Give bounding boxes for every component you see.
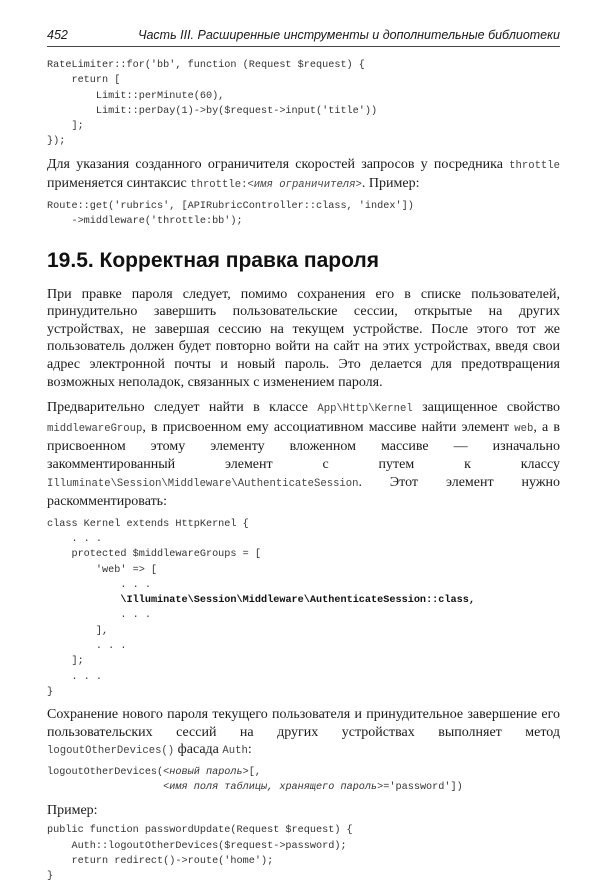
code-line: 'web' => [ <box>47 564 158 576</box>
inline-code: App\Http\Kernel <box>317 403 413 416</box>
code-line: public function passwordUpdate(Request $request) { <box>47 825 353 837</box>
code-line: }); <box>47 136 66 148</box>
code-line: . . . <box>47 641 127 653</box>
paragraph-password-intro: При правке пароля следует, помимо сохранения его в списке пользователей, принудительно завершить пользовательские сессии, открытые на других устройствах, не завершая сессию на текущем устройстве. После этого тот же пользователь должен будет повторно войти на сайт на этих устройствах, введя свои адрес электронной почты и новый пароль. Это делается для предотвращения возможных неполадок, связанных с изменением пароля. <box>47 286 560 390</box>
code-line: return [ <box>47 75 121 87</box>
code-line: protected $middlewareGroups = [ <box>47 549 261 561</box>
inline-code: middlewareGroup <box>47 422 143 435</box>
running-header <box>47 26 560 47</box>
inline-code: throttle <box>509 159 560 172</box>
code-line: . . . <box>47 533 103 545</box>
code-line: ]; <box>47 656 84 668</box>
code-line: RateLimiter::for('bb', function (Request $request) { <box>47 60 365 71</box>
section-heading: 19.5. Корректная правка пароля <box>47 248 379 272</box>
example-label: Пример: <box>47 802 98 818</box>
code-line: ]; <box>47 121 84 133</box>
paragraph-logout: Сохранение нового пароля текущего пользователя и принудительное завершение его пользовательских сессий на других устройствах выполняет метод logoutOtherDevices() фасада Auth: <box>47 707 560 758</box>
code-block-syntax: logoutOtherDevices(<новый пароль>[, <имя поля таблицы, хранящего пароль>='password']) <box>47 767 463 794</box>
code-line: class Kernel extends HttpKernel { <box>47 518 249 530</box>
code-line: Route::get('rubrics', [APIRubricController::class, 'index']) <box>47 200 414 212</box>
code-line: Limit::perMinute(60), <box>47 90 225 102</box>
inline-code: Illuminate\Session\Middleware\AuthenticateSession <box>47 477 359 490</box>
code-block-route <box>47 199 560 230</box>
code-line: ], <box>47 625 109 637</box>
code-line: ->middleware('throttle:bb'); <box>47 216 243 228</box>
paragraph-kernel: Предварительно следует найти в классе App\Http\Kernel защищенное свойство middlewareGroup, в присвоенном ему ассоциативном массиве найти элемент web, а в присвоенном этому элементу вложенном массиве — изначально закомментированный элемент с путем к классу Illuminate\Session\Middleware\AuthenticateSession. Этот элемент нужно раскомментировать: <box>47 400 560 510</box>
code-line: . . . <box>47 671 103 683</box>
code-block-kernel: class Kernel extends HttpKernel { . . . protected $middlewareGroups = [ 'web' => [ . . . \Illuminate\Session\Middleware\AuthenticateSession::class, . . . ], . . . ]; . . . } <box>47 518 475 698</box>
code-line: Limit::perDay(1)->by($request->input('title')) <box>47 105 378 117</box>
inline-code: throttle: <box>190 179 248 192</box>
paragraph-throttle: Для указания созданного ограничителя скоростей запросов у посредника throttle применяется синтаксис throttle:<имя ограничителя>. Пример: <box>47 156 560 192</box>
code-line: } <box>47 871 54 883</box>
inline-code-placeholder: <имя ограничителя> <box>247 179 362 192</box>
inline-code: Auth <box>222 745 248 758</box>
code-line: } <box>47 686 54 698</box>
code-line-bold: \Illuminate\Session\Middleware\AuthenticateSession <box>120 595 427 607</box>
inline-code: logoutOtherDevices() <box>47 745 175 758</box>
inline-code: web <box>514 422 534 435</box>
code-line: . . . <box>47 579 151 591</box>
code-block-rate-limiter <box>47 58 560 150</box>
running-title: Часть III. Расширенные инструменты и дополнительные библиотеки <box>138 28 560 42</box>
page-content <box>47 58 560 884</box>
code-line: Auth::logoutOtherDevices($request->password); <box>47 840 347 852</box>
page-number: 452 <box>47 28 68 42</box>
code-line: . . . <box>47 610 151 622</box>
code-line: return redirect()->route('home'); <box>47 855 274 867</box>
